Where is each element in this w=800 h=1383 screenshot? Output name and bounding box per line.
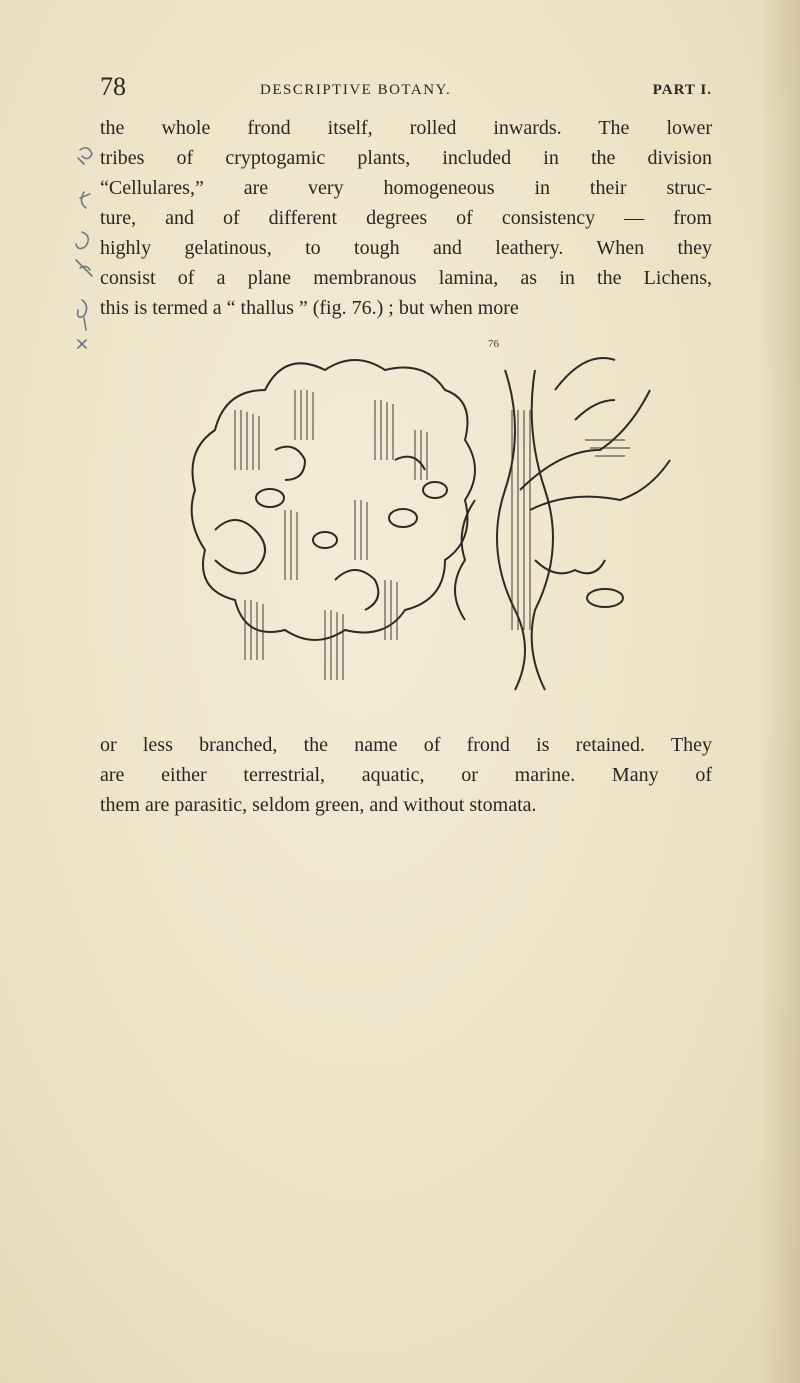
- paragraph-bottom: [100, 730, 712, 820]
- text-line: the whole frond itself, rolled inwards. The lower: [100, 117, 712, 139]
- figure-number-label: 76: [488, 338, 499, 350]
- text-line: highly gelatinous, to tough and leathery. When they: [100, 237, 712, 259]
- margin-scribbles: [70, 140, 100, 370]
- text-line: are either terrestrial, aquatic, or marine. Many of: [100, 764, 712, 786]
- page-number: 78: [100, 72, 126, 101]
- text-line: or less branched, the name of frond is retained. They: [100, 734, 712, 756]
- running-title: DESCRIPTIVE BOTANY.: [260, 82, 452, 98]
- lichen-thallus-illustration: [175, 330, 735, 710]
- part-label: PART I.: [652, 82, 712, 98]
- text-line: “Cellulares,” are very homogeneous in their struc-: [100, 177, 712, 199]
- text-line: them are parasitic, seldom green, and without stomata.: [100, 794, 537, 816]
- text-line: this is termed a “ thallus ” (fig. 76.) ; but when more: [100, 297, 519, 319]
- text-line: tribes of cryptogamic plants, included in the division: [100, 147, 712, 169]
- paragraph-top: [100, 113, 712, 323]
- page-header: [100, 72, 712, 108]
- page-edge-shadow: [760, 0, 800, 1383]
- text-line: consist of a plane membranous lamina, as in the Lichens,: [100, 267, 712, 289]
- text-line: ture, and of different degrees of consistency — from: [100, 207, 712, 229]
